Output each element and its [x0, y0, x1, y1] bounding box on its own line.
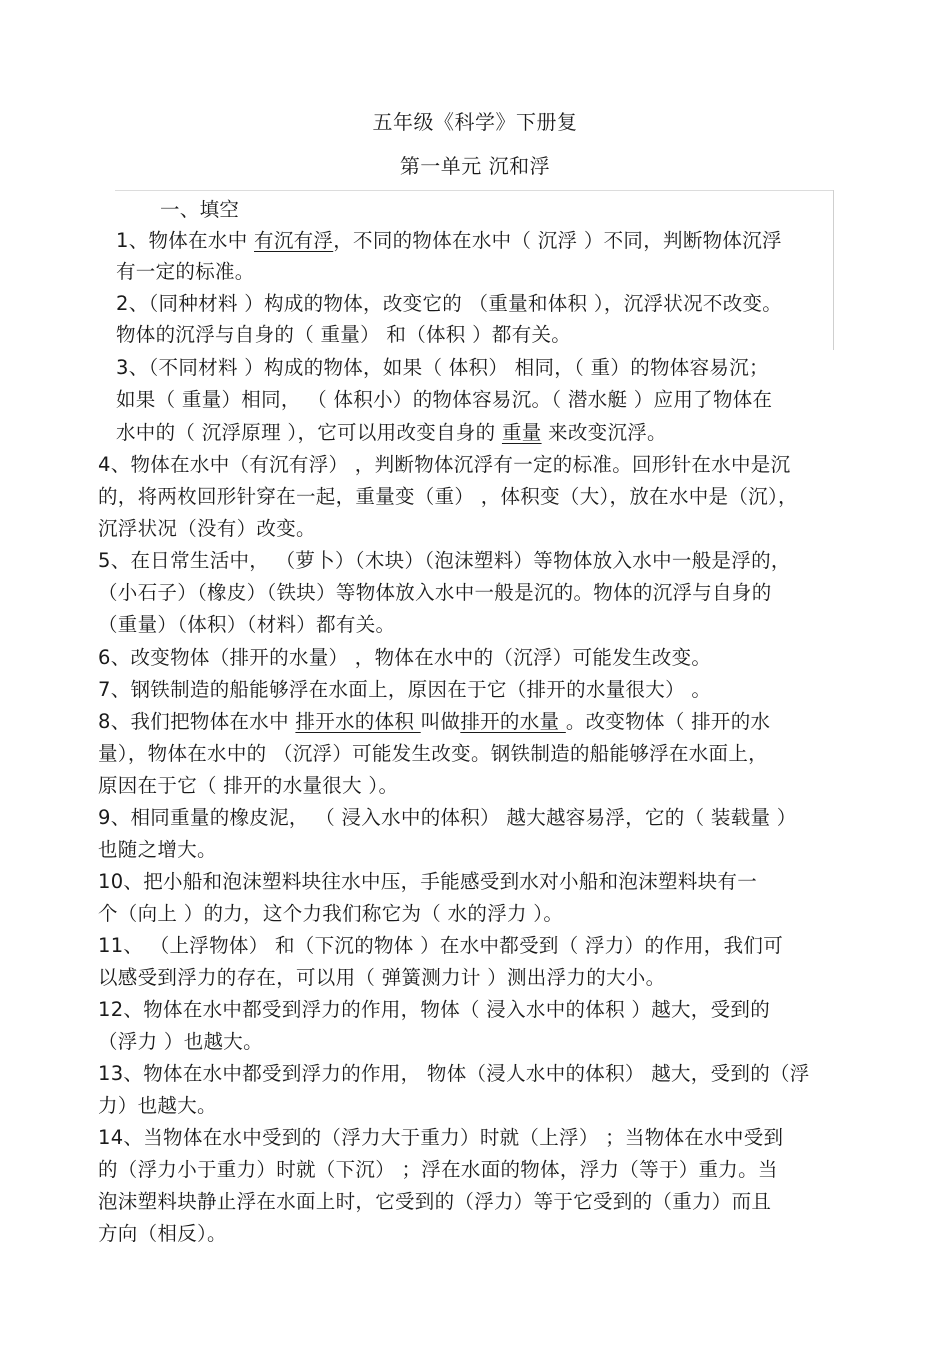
answer-underline: 重量 — [501, 421, 542, 444]
question-4-line-1: 4、物体在水中（有沉有浮） ，判断物体沉浮有一定的标准。回形针在水中是沉 — [98, 453, 791, 476]
divider-top — [115, 190, 833, 191]
question-14-line-3: 泡沫塑料块静止浮在水面上时，它受到的（浮力）等于它受到的（重力）而且 — [98, 1190, 772, 1213]
question-5-line-3: （重量）（体积）（材料）都有关。 — [98, 613, 396, 636]
question-8-line-2: 量），物体在水中的 （沉浮）可能发生改变。钢铁制造的船能够浮在水面上， — [98, 742, 768, 765]
question-11-line-1: 11、 （上浮物体） 和（下沉的物体 ）在水中都受到（ 浮力）的作用，我们可 — [98, 934, 784, 957]
answer-underline: 排开的水量 — [460, 710, 566, 733]
question-11-line-2: 以感受到浮力的存在，可以用（ 弹簧测力计 ）测出浮力的大小。 — [98, 966, 666, 989]
question-1-line-2: 有一定的标准。 — [116, 260, 255, 283]
question-5-line-1: 5、在日常生活中， （萝卜）（木块）（泡沫塑料）等物体放入水中一般是浮的， — [98, 549, 791, 572]
divider-right — [833, 190, 834, 350]
question-4-line-3: 沉浮状况（没有）改变。 — [98, 517, 316, 540]
question-3-line-2: 如果（ 重量）相同， （ 体积小）的物体容易沉。（ 潜水艇 ）应用了物体在 — [116, 388, 773, 411]
question-12-line-1: 12、物体在水中都受到浮力的作用，物体（ 浸入水中的体积 ）越大，受到的 — [98, 998, 771, 1021]
question-4-line-2: 的，将两枚回形针穿在一起，重量变（重） ，体积变（大），放在水中是（沉）， — [98, 485, 798, 508]
question-3-line-1: 3、（不同材料 ）构成的物体，如果（ 体积） 相同，（ 重）的物体容易沉； — [116, 356, 769, 379]
question-14-line-2: 的（浮力小于重力）时就（下沉） ；浮在水面的物体，浮力（等于）重力。当 — [98, 1158, 778, 1181]
question-14-line-4: 方向（相反）。 — [98, 1222, 227, 1245]
question-1-line-1: 1、物体在水中 有沉有浮，不同的物体在水中（ 沉浮 ）不同，判断物体沉浮 — [116, 229, 782, 252]
section-heading: 一、填空 — [160, 198, 240, 221]
question-12-line-2: （浮力 ）也越大。 — [98, 1030, 263, 1053]
question-9-line-2: 也随之增大。 — [98, 838, 217, 861]
question-13-line-2: 力）也越大。 — [98, 1094, 217, 1117]
question-3-line-3: 水中的（ 沉浮原理 ），它可以用改变自身的 重量 来改变沉浮。 — [116, 421, 667, 444]
question-8-line-3: 原因在于它（ 排开的水量很大 ）。 — [98, 774, 399, 797]
question-6-line-1: 6、改变物体（排开的水量） ，物体在水中的（沉浮）可能发生改变。 — [98, 646, 712, 669]
unit-title: 第一单元 沉和浮 — [399, 154, 551, 178]
document-title: 五年级《科学》下册复 — [372, 110, 578, 134]
question-10-line-1: 10、把小船和泡沫塑料块往水中压，手能感受到水对小船和泡沫塑料块有一 — [98, 870, 758, 893]
question-2-line-2: 物体的沉浮与自身的（ 重量） 和（体积 ）都有关。 — [116, 323, 572, 346]
question-7-line-1: 7、钢铁制造的船能够浮在水面上，原因在于它（排开的水量很大） 。 — [98, 678, 712, 701]
question-9-line-1: 9、相同重量的橡皮泥， （ 浸入水中的体积） 越大越容易浮，它的（ 装载量 ） — [98, 806, 797, 829]
answer-underline: 排开水的体积 — [295, 710, 421, 733]
question-14-line-1: 14、当物体在水中受到的（浮力大于重力）时就（上浮） ；当物体在水中受到 — [98, 1126, 784, 1149]
question-2-line-1: 2、（同种材料 ）构成的物体，改变它的 （重量和体积 ），沉浮状况不改变。 — [116, 292, 783, 315]
question-8-line-1: 8、我们把物体在水中 排开水的体积 叫做排开的水量 。改变物体（ 排开的水 — [98, 710, 771, 733]
answer-underline: 有沉有浮 — [254, 229, 334, 252]
question-10-line-2: 个（向上 ）的力，这个力我们称它为（ 水的浮力 ）。 — [98, 902, 564, 925]
question-13-line-1: 13、物体在水中都受到浮力的作用， 物体（浸人水中的体积） 越大，受到的（浮 — [98, 1062, 810, 1085]
question-5-line-2: （小石子）（橡皮）（铁块）等物体放入水中一般是沉的。物体的沉浮与自身的 — [98, 581, 772, 604]
